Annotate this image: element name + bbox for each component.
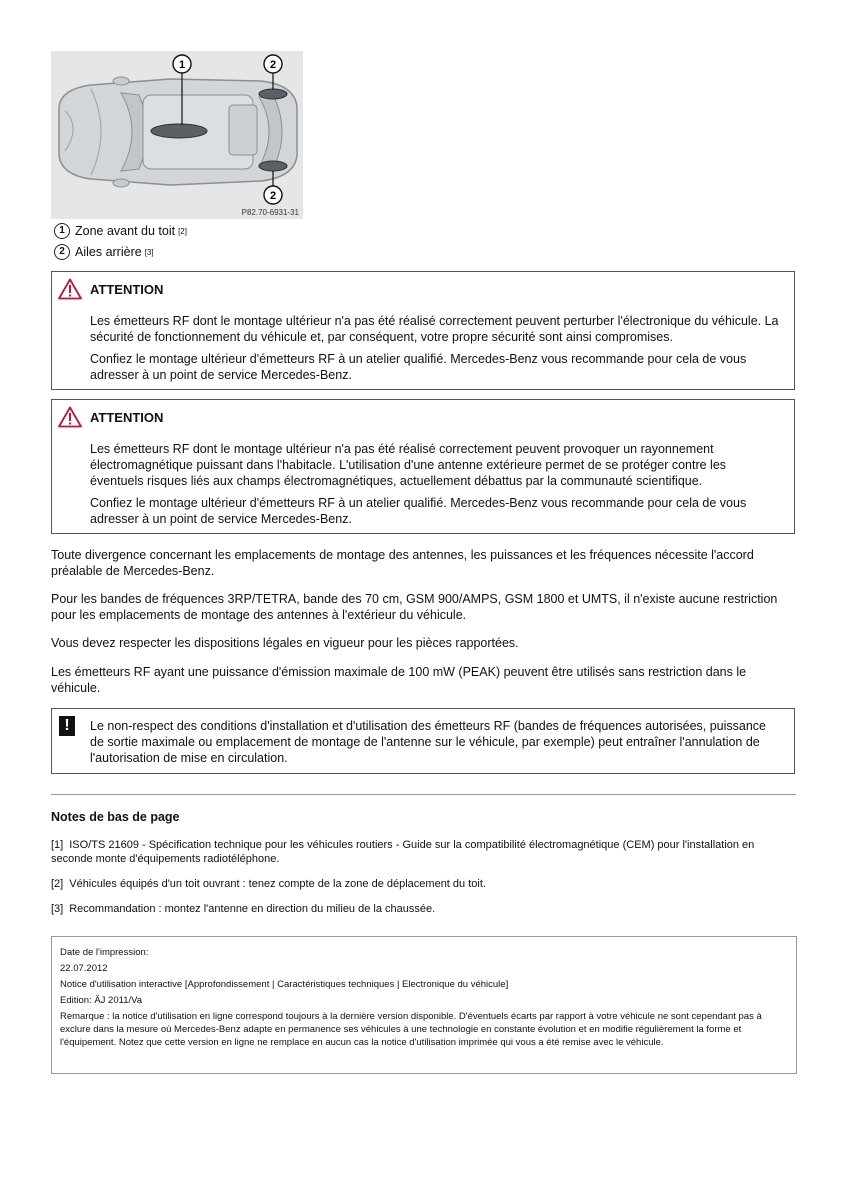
warning-triangle-icon: [58, 278, 82, 305]
body-paragraph: Toute divergence concernant les emplacements de montage des antennes, les puissances et les fréquences nécessite l'accord préalable de Mercedes-Benz.: [51, 548, 754, 578]
legend-item-1: [54, 223, 187, 239]
warning-body: [90, 313, 780, 389]
footnotes-heading: Notes de bas de page: [51, 810, 180, 824]
body-paragraph: Les émetteurs RF ayant une puissance d'émission maximale de 100 mW (PEAK) peuvent être utilisés sans restriction dans le véhicule.: [51, 665, 747, 695]
remark: Remarque : la notice d'utilisation en ligne correspond toujours à la dernière version disponible. D'éventuels écarts par rapport à votre véhicule ne sont cependant pas à exclure dans la mesure où Mercedes-Benz adapte en permanence ses véhicules à une technologie en constante évolution et en modifie régulièrement la forme et l'équipement. Notez que cette version en ligne ne remplace en aucun cas la notice d'utilisation imprimée qui vous a été remise avec le véhicule.: [60, 1011, 762, 1048]
warning-triangle-icon: [58, 406, 82, 433]
exclamation-icon: !: [59, 716, 75, 736]
warning-paragraph: Les émetteurs RF dont le montage ultérieur n'a pas été réalisé correctement peuvent provoquer un rayonnement électromagnétique puissant dans l'habitacle. L'utilisation d'une antenne extérieure permet de se protéger contre les éventuels risques liés aux champs électromagnétiques, actuellement débattus par la communauté scientifique.: [90, 442, 727, 488]
footnote-item: [51, 877, 796, 891]
legend-number: 1: [54, 223, 70, 239]
footnote-item: [51, 838, 796, 866]
print-info-box: [51, 936, 797, 1074]
body-paragraph: Pour les bandes de fréquences 3RP/TETRA, bande des 70 cm, GSM 900/AMPS, GSM 1800 et UMTS, il n'existe aucune restriction pour les emplacements de montage des antennes à l'extérieur du véhicule.: [51, 592, 778, 622]
callout-1: 1: [178, 59, 186, 71]
warning-box-2: [51, 399, 795, 534]
body-paragraph: Vous devez respecter les dispositions légales en vigueur pour les pièces rapportées.: [51, 636, 519, 650]
footnote-text: Recommandation : montez l'antenne en direction du milieu de la chaussée.: [69, 903, 436, 915]
edition: Edition: ÄJ 2011/Va: [60, 995, 143, 1006]
vehicle-antenna-figure: [51, 51, 303, 219]
legend-number: 2: [54, 244, 70, 260]
legend-text: Ailes arrière: [75, 245, 142, 259]
warning-body: [90, 441, 780, 533]
warning-box-1: [51, 271, 795, 390]
callout-2-top: 2: [269, 59, 277, 71]
figure-code: P82.70-6931-31: [241, 208, 299, 217]
footnote-text: ISO/TS 21609 - Spécification technique pour les véhicules routiers - Guide sur la compatibilité électromagnétique (CEM) pour l'installation en seconde monte d'équipements radiotéléphone.: [51, 839, 755, 865]
footnote-number: [1]: [51, 839, 64, 851]
footnote-text: Véhicules équipés d'un toit ouvrant : tenez compte de la zone de déplacement du toit.: [69, 878, 486, 890]
warning-paragraph: Les émetteurs RF dont le montage ultérieur n'a pas été réalisé correctement peuvent perturber l'électronique du véhicule. La sécurité de fonctionnement du véhicule et, par conséquent, votre propre sécurité sont ainsi compromises.: [90, 314, 779, 344]
legend-item-2: [54, 244, 154, 260]
notice-text: Le non-respect des conditions d'installation et d'utilisation des émetteurs RF (bandes de fréquences autorisées, puissance de sortie maximale ou emplacement de montage de l'antenne sur le véhicule, par exemple) peut entraîner l'annulation de l'autorisation de mise en circulation.: [90, 719, 767, 765]
warning-paragraph: Confiez le montage ultérieur d'émetteurs RF à un atelier qualifié. Mercedes-Benz vous recommande pour cela de vous adresser à un point de service Mercedes-Benz.: [90, 352, 747, 382]
footnote-ref-link[interactable]: [3]: [144, 247, 154, 257]
warning-paragraph: Confiez le montage ultérieur d'émetteurs RF à un atelier qualifié. Mercedes-Benz vous recommande pour cela de vous adresser à un point de service Mercedes-Benz.: [90, 496, 747, 526]
notice-box: [51, 708, 795, 774]
legend-text: Zone avant du toit: [75, 224, 176, 238]
print-date-label: Date de l'impression:: [60, 947, 149, 958]
callout-2-bottom: 2: [269, 190, 277, 202]
footnote-number: [3]: [51, 903, 64, 915]
footnote-item: [51, 902, 796, 916]
print-date: 22.07.2012: [60, 963, 108, 974]
footnote-ref-link[interactable]: [2]: [178, 226, 187, 236]
manual-path: Notice d'utilisation interactive [Approfondissement | Caractéristiques techniques | Electronique du véhicule]: [60, 979, 509, 990]
warning-title: ATTENTION: [90, 410, 164, 425]
divider: [51, 794, 796, 795]
warning-title: ATTENTION: [90, 282, 164, 297]
footnote-number: [2]: [51, 878, 64, 890]
car-top-view-illustration: [51, 51, 303, 219]
